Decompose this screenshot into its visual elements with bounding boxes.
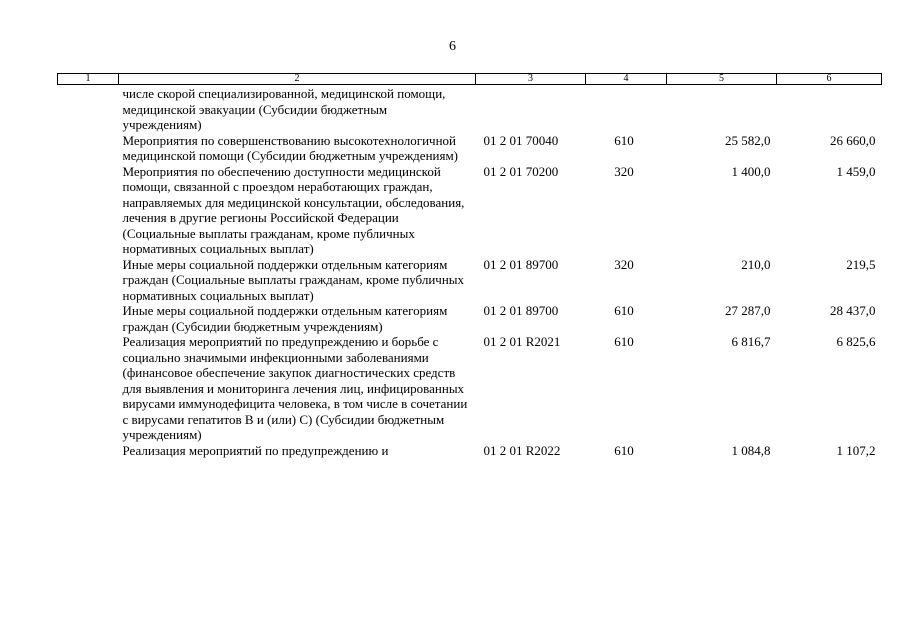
row-empty-cell (58, 133, 119, 164)
row-name: Иные меры социальной поддержки отдельным категориям граждан (Субсидии бюджетным учреждениям) (122, 303, 448, 334)
column-header-4: 4 (586, 74, 667, 85)
row-sum-1: 1 084,8 (731, 442, 771, 458)
row-expense-type: 610 (614, 334, 634, 349)
row-sum-1: 6 816,7 (731, 334, 771, 349)
row-name: Реализация мероприятий по предупреждению и (122, 442, 389, 458)
row-sum-1: 25 582,0 (725, 132, 771, 148)
row-sum-1 (667, 85, 777, 133)
row-sum-2: 1 107,2 (836, 442, 876, 458)
column-header-2: 2 (119, 74, 476, 85)
row-sum-1: 27 287,0 (725, 303, 771, 318)
row-sum-2: 1 459,0 (836, 163, 876, 179)
row-sum-2 (777, 85, 882, 133)
row-name: Мероприятия по обеспечению доступности медицинской помощи, связанной с проездом неработающих граждан, направляемых для медицинской консультации, обследования, лечения в другие регионы Российской Федерации (Социальные выплаты гражданам, кроме публичных нормативных социальных выплат) (122, 163, 465, 256)
column-header-6: 6 (777, 74, 882, 85)
column-number-header-row (58, 74, 882, 85)
row-empty-cell (58, 257, 119, 304)
table-row (58, 303, 882, 334)
row-expense-type: 610 (614, 132, 634, 148)
row-code: 01 2 01 70200 (483, 163, 559, 179)
row-name: числе скорой специализированной, медицинской помощи, медицинской эвакуации (Субсидии бюджетным учреждениям) (122, 86, 446, 132)
row-expense-type (586, 85, 667, 133)
row-empty-cell (58, 164, 119, 257)
row-name: Реализация мероприятий по предупреждению и борьбе с социально значимыми инфекционными заболеваниями (финансовое обеспечение закупок диагностических средств для выявления и мониторинга лечения лиц, инфицированных вирусами иммунодефицита человека, в том числе в сочетании с вирусами гепатитов В и (или) С) (Субсидии бюджетным учреждениям) (122, 334, 468, 442)
row-code: 01 2 01 R2022 (483, 442, 561, 458)
row-sum-1: 1 400,0 (731, 163, 771, 179)
row-sum-1: 210,0 (741, 256, 771, 272)
row-empty-cell (58, 85, 119, 133)
row-empty-cell (58, 334, 119, 443)
row-name: Иные меры социальной поддержки отдельным категориям граждан (Социальные выплаты гражданам, кроме публичных нормативных социальных выплат) (122, 256, 465, 303)
table-row (58, 443, 882, 459)
column-header-3: 3 (476, 74, 586, 85)
column-header-1: 1 (58, 74, 119, 85)
row-expense-type: 320 (614, 256, 634, 272)
page-number: 6 (449, 39, 456, 54)
row-expense-type: 320 (614, 163, 634, 179)
row-sum-2: 6 825,6 (836, 334, 876, 349)
row-code: 01 2 01 70040 (483, 132, 559, 148)
row-sum-2: 219,5 (846, 256, 876, 272)
row-code (476, 85, 586, 133)
row-code: 01 2 01 89700 (483, 303, 559, 318)
table-row (58, 334, 882, 443)
row-code: 01 2 01 R2021 (483, 334, 561, 349)
table-row (58, 164, 882, 257)
table-row (58, 257, 882, 304)
row-name: Мероприятия по совершенствованию высокотехнологичной медицинской помощи (Субсидии бюджетным учреждениям) (122, 132, 459, 163)
budget-table (57, 73, 882, 458)
table-row (58, 133, 882, 164)
table-row (58, 85, 882, 133)
row-sum-2: 26 660,0 (830, 132, 876, 148)
row-code: 01 2 01 89700 (483, 256, 559, 272)
row-expense-type: 610 (614, 442, 634, 458)
row-sum-2: 28 437,0 (830, 303, 876, 318)
row-expense-type: 610 (614, 303, 634, 318)
row-empty-cell (58, 303, 119, 334)
column-header-5: 5 (667, 74, 777, 85)
row-empty-cell (58, 443, 119, 459)
